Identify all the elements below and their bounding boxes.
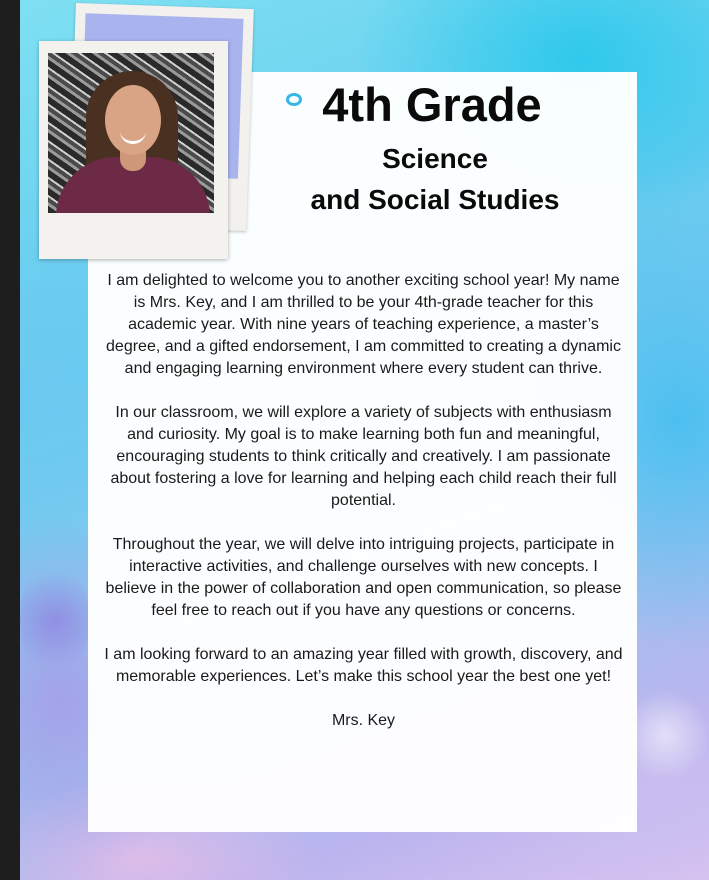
teacher-photo xyxy=(48,53,214,213)
teacher-photo-polaroid xyxy=(39,41,228,259)
subtitle-line-2: and Social Studies xyxy=(310,184,560,215)
paragraph-projects: Throughout the year, we will delve into intriguing projects, participate in interactive activities, and challenge ourselves with new concepts. I believe in the power of collaboration and open communication, so please feel free to reach out if you have any questions or concerns. xyxy=(105,536,622,619)
paint-splash-decoration xyxy=(20,560,90,680)
photo-face xyxy=(105,85,161,155)
bubble-decoration-icon xyxy=(286,93,302,106)
letter-body xyxy=(102,270,625,754)
subtitle-line-1: Science xyxy=(382,143,488,174)
paragraph-welcome: I am delighted to welcome you to another exciting school year! My name is Mrs. Key, and I am thrilled to be your 4th-grade teacher for this academic year. With nine years of teaching experience, a master’s degree, and a gifted endorsement, I am committed to creating a dynamic and engaging learning environment where every student can thrive. xyxy=(106,272,621,377)
flyer-page xyxy=(20,0,709,880)
paragraph-classroom: In our classroom, we will explore a variety of subjects with enthusiasm and curiosity. My goal is to make learning both fun and meaningful, encouraging students to think critically and creatively. I am passionate about fostering a love for learning and helping each child reach their full potential. xyxy=(110,404,617,509)
signature: Mrs. Key xyxy=(331,712,396,729)
page-subtitle xyxy=(280,138,590,220)
page-title: 4th Grade xyxy=(322,78,542,131)
paragraph-closing: I am looking forward to an amazing year filled with growth, discovery, and memorable experiences. Let’s make this school year the best one yet! xyxy=(104,646,623,685)
